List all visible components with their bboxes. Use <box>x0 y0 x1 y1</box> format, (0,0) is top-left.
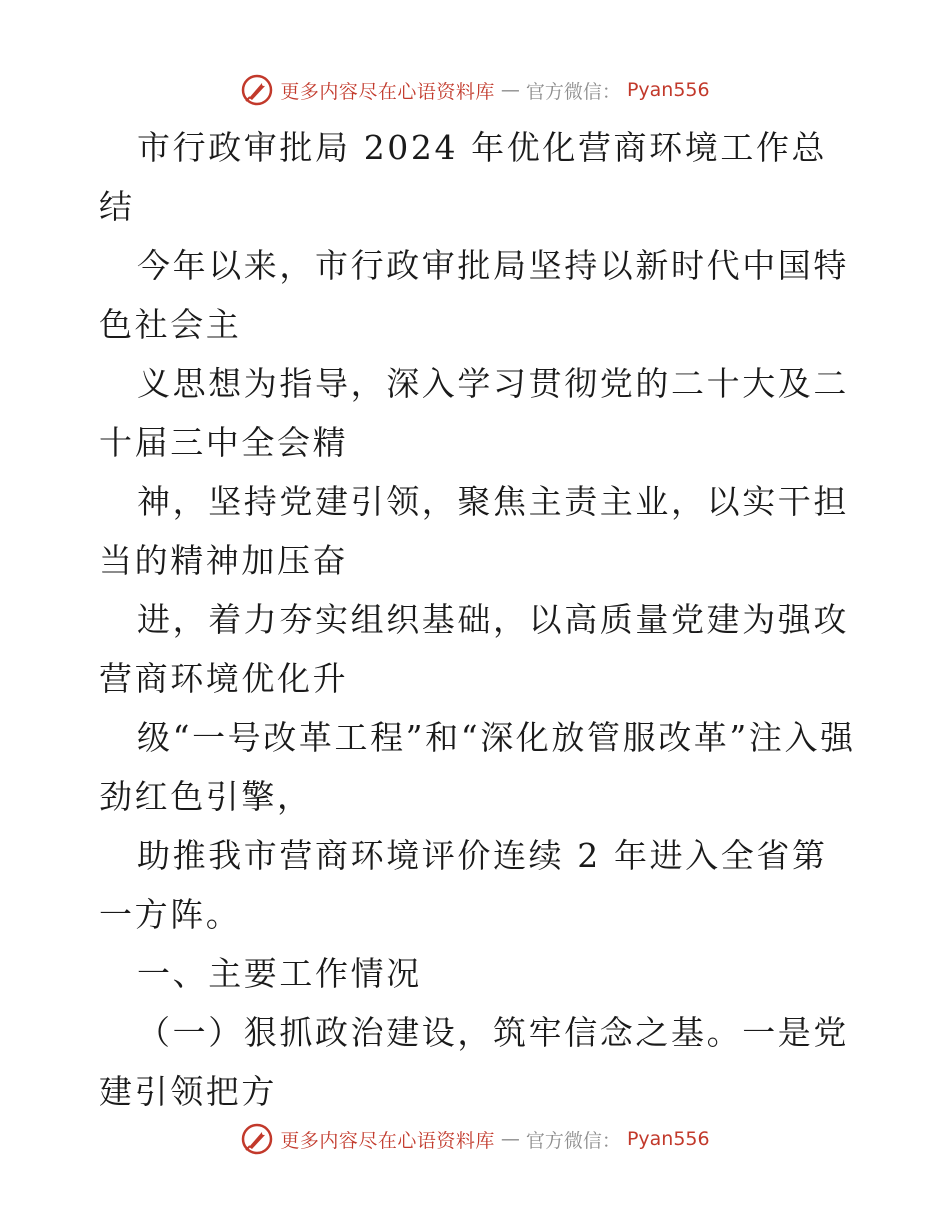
watermark-wechat-label: 官方微信： <box>525 80 621 103</box>
watermark-wechat-id: Pyan556 <box>626 1128 710 1150</box>
watermark-brand-text: 更多内容尽在心语资料库 <box>280 80 495 103</box>
paragraph: 级“一号改革工程”和“深化放管服改革”注入强劲红色引擎， <box>99 718 856 816</box>
section-heading: 一、主要工作情况 <box>137 954 422 993</box>
pen-circle-logo-icon <box>240 1122 274 1156</box>
paragraph: 今年以来，市行政审批局坚持以新时代中国特色社会主 <box>99 246 849 344</box>
watermark-wechat-label: 官方微信： <box>525 1129 621 1152</box>
paragraph: （一）狠抓政治建设，筑牢信念之基。一是党建引领把方 <box>99 1013 849 1111</box>
watermark-separator: — <box>500 79 520 101</box>
watermark-footer <box>0 1119 950 1159</box>
watermark-wechat-id: Pyan556 <box>626 79 710 101</box>
document-title: 市行政审批局 2024 年优化营商环境工作总结 <box>99 128 828 226</box>
paragraph: 进，着力夯实组织基础，以高质量党建为强攻营商环境优化升 <box>99 600 849 698</box>
paragraph: 助推我市营商环境评价连续 2 年进入全省第一方阵。 <box>99 836 828 934</box>
paragraph: 神，坚持党建引领，聚焦主责主业，以实干担当的精神加压奋 <box>99 482 849 580</box>
paragraph: 义思想为指导，深入学习贯彻党的二十大及二十届三中全会精 <box>99 364 849 462</box>
watermark-separator: — <box>500 1128 520 1150</box>
document-body <box>99 118 859 1121</box>
watermark-brand-text: 更多内容尽在心语资料库 <box>280 1129 495 1152</box>
pen-circle-logo-icon <box>240 73 274 107</box>
watermark-header <box>0 70 950 110</box>
